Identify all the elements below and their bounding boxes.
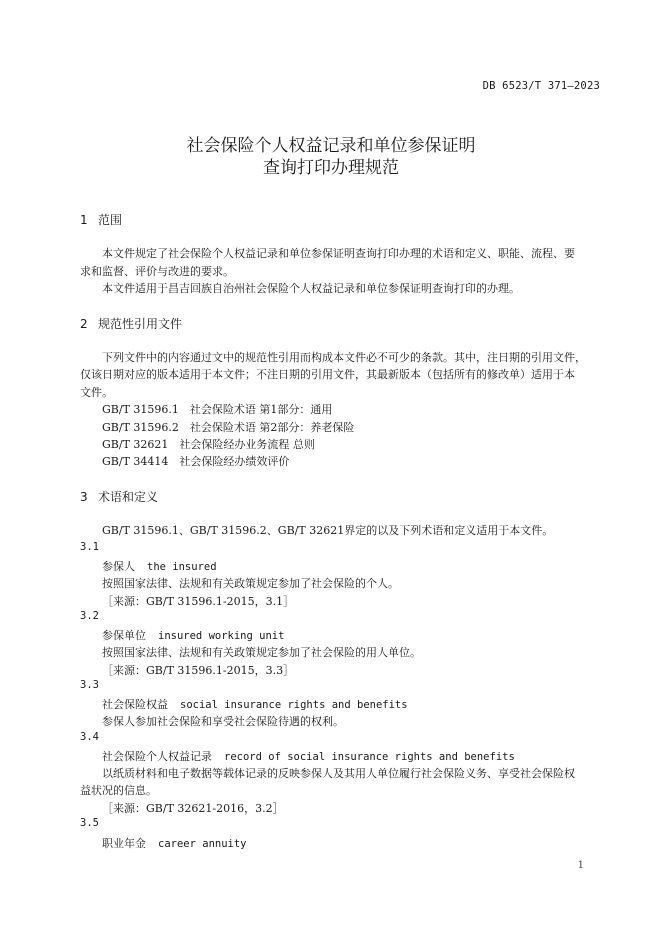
term-chinese: 职业年金 [102, 837, 146, 850]
term-definition: 按照国家法律、法规和有关政策规定参加了社会保险的用人单位。 [102, 646, 421, 659]
section-number: 2 [80, 317, 88, 331]
paragraph: GB/T 31596.1、GB/T 31596.2、GB/T 32621界定的以及下列术语和定义适用于本文件。 [102, 524, 554, 537]
term-number: 3.2 [80, 610, 99, 622]
section-number: 1 [80, 213, 88, 227]
term-chinese: 社会保险权益 [102, 698, 168, 711]
term-definition-continuation: 益状况的信息。 [80, 784, 157, 797]
reference-item: GB/T 32621 社会保险经办业务流程 总则 [102, 438, 315, 451]
document-id: DB 6523/T 371—2023 [482, 80, 600, 92]
term-english: insured working unit [158, 630, 285, 642]
term-heading [102, 835, 247, 851]
section-1-heading [80, 211, 122, 228]
reference-item: GB/T 34414 社会保险经办绩效评价 [102, 455, 290, 468]
term-definition: 参保人参加社会保险和享受社会保险待遇的权利。 [102, 715, 344, 728]
term-number: 3.5 [80, 817, 99, 829]
term-chinese: 参保单位 [102, 629, 146, 642]
section-2-heading [80, 315, 182, 332]
reference-item: GB/T 31596.1 社会保险术语 第1部分：通用 [102, 403, 333, 416]
paragraph-continuation: 文件。 [80, 386, 113, 399]
reference-item: GB/T 31596.2 社会保险术语 第2部分：养老保险 [102, 421, 355, 434]
term-chinese: 社会保险个人权益记录 [102, 750, 212, 763]
section-title: 范围 [98, 213, 123, 227]
term-source: ［来源：GB/T 31596.1-2015，3.3］ [102, 664, 295, 677]
term-source: ［来源：GB/T 31596.1-2015，3.1］ [102, 595, 295, 608]
term-heading [102, 696, 408, 712]
paragraph: 本文件适用于昌吉回族自治州社会保险个人权益记录和单位参保证明查询打印的办理。 [102, 282, 520, 295]
term-definition: 按照国家法律、法规和有关政策规定参加了社会保险的个人。 [102, 577, 399, 590]
section-3-heading [80, 488, 158, 505]
paragraph-continuation: 求和监督、评价与改进的要求。 [80, 265, 234, 278]
term-chinese: 参保人 [102, 560, 135, 573]
section-title: 术语和定义 [98, 490, 159, 504]
term-number: 3.4 [80, 731, 99, 743]
term-english: record of social insurance rights and benefits [224, 751, 515, 763]
term-heading [102, 748, 515, 764]
term-heading [102, 558, 217, 574]
term-english: career annuity [158, 838, 247, 850]
term-number: 3.3 [80, 679, 99, 691]
term-definition: 以纸质材料和电子数据等载体记录的反映参保人及其用人单位履行社会保险义务、享受社会保险权 [102, 767, 575, 780]
page-number: 1 [577, 860, 584, 871]
document-title-line-1: 社会保险个人权益记录和单位参保证明 [186, 136, 476, 156]
paragraph-continuation: 仅该日期对应的版本适用于本文件；不注日期的引用文件，其最新版本（包括所有的修改单）适用于本 [80, 368, 575, 381]
paragraph: 本文件规定了社会保险个人权益记录和单位参保证明查询打印办理的术语和定义、职能、流程、要 [102, 247, 575, 260]
term-english: the insured [147, 561, 217, 573]
term-heading [102, 627, 284, 643]
section-number: 3 [80, 490, 88, 504]
term-english: social insurance rights and benefits [180, 699, 408, 711]
term-number: 3.1 [80, 541, 99, 553]
section-title: 规范性引用文件 [98, 317, 183, 331]
paragraph: 下列文件中的内容通过文中的规范性引用而构成本文件必不可少的条款。其中，注日期的引用文件， [102, 351, 586, 364]
term-source: ［来源：GB/T 32621-2016，3.2］ [102, 802, 284, 815]
document-title-line-2: 查询打印办理规范 [263, 158, 399, 178]
